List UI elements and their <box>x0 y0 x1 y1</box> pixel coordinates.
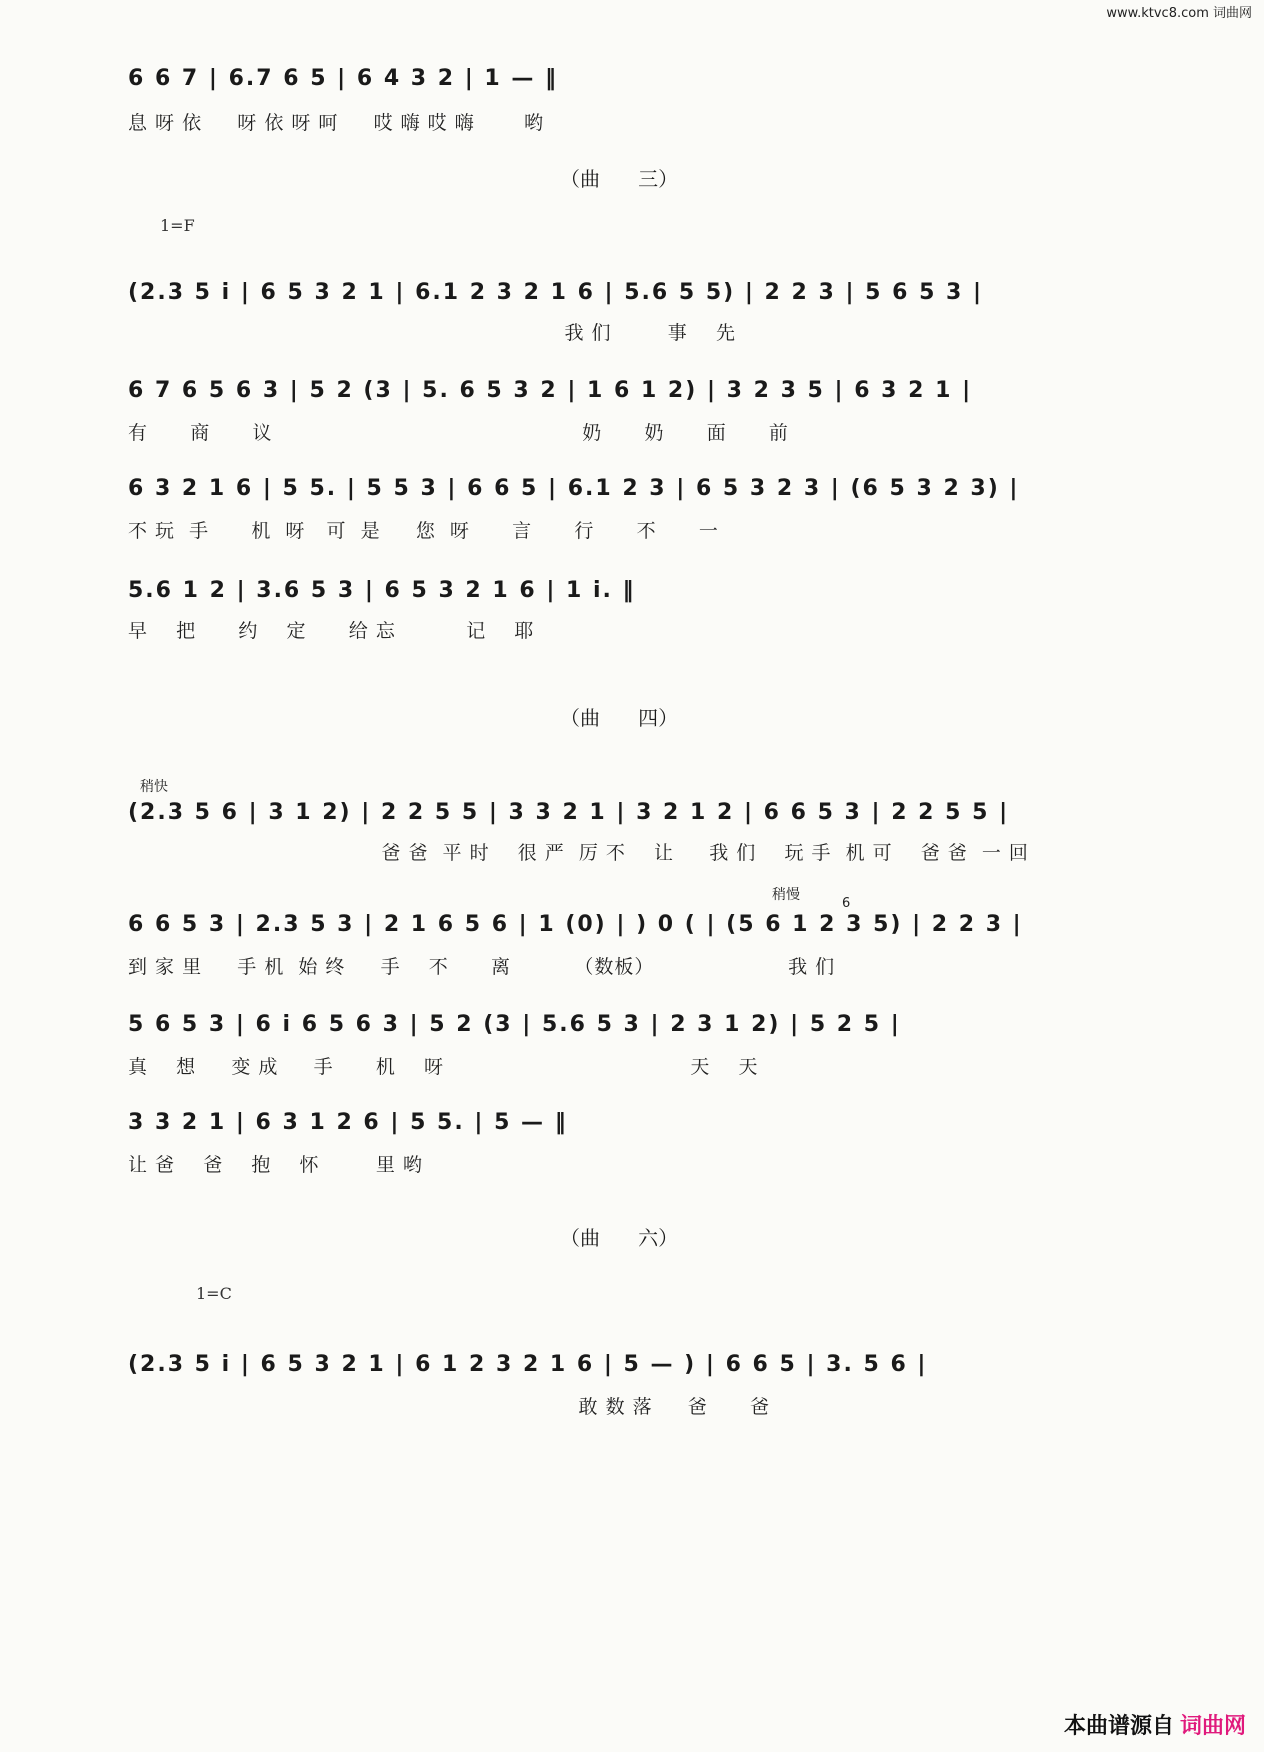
key-signature: 1=F <box>160 216 195 235</box>
notation-line: (2.3 5 6 | 3 1 2) | 2 2 5 5 | 3 3 2 1 | 3 2 1 2 | 6 6 5 3 | 2 2 5 5 | <box>128 800 1010 825</box>
section-title: （曲 三） <box>560 167 679 191</box>
lyric-line: 有 商 议 奶 奶 面 前 <box>128 422 789 444</box>
lyric-line: 不 玩 手 机 呀 可 是 您 呀 言 行 不 一 <box>128 520 719 542</box>
lyric-line: 让 爸 爸 抱 怀 里 哟 <box>128 1154 423 1176</box>
notation-line: 6 7 6 5 6 3 | 5 2 (3 | 5. 6 5 3 2 | 1 6 1 2) | 3 2 3 5 | 6 3 2 1 | <box>128 378 973 403</box>
footer-credit <box>1064 1709 1246 1740</box>
notation-line: 3 3 2 1 | 6 3 1 2 6 | 5 5. | 5 — ‖ <box>128 1110 568 1135</box>
footer-brand-link[interactable]: 词曲网 <box>1179 1714 1246 1739</box>
footer-credit-text: 本曲谱源自 <box>1063 1714 1174 1739</box>
lyric-line: 爸 爸 平 时 很 严 厉 不 让 我 们 玩 手 机 可 爸 爸 一 回 <box>128 842 1029 864</box>
lyric-line: 早 把 约 定 给 忘 记 耶 <box>128 620 535 642</box>
notation-line: 6 6 5 3 | 2.3 5 3 | 2 1 6 5 6 | 1 (0) | ) 0 ( | (5 6 1 2 3 5) | 2 2 3 | <box>128 912 1023 937</box>
lyric-line: 真 想 变 成 手 机 呀 天 天 <box>128 1056 759 1078</box>
notation-line: (2.3 5 i | 6 5 3 2 1 | 6 1 2 3 2 1 6 | 5 — ) | 6 6 5 | 3. 5 6 | <box>128 1352 928 1377</box>
notation-line: 5.6 1 2 | 3.6 5 3 | 6 5 3 2 1 6 | 1 i. ‖ <box>128 578 636 603</box>
lyric-line: 到 家 里 手 机 始 终 手 不 离 （数板） 我 们 <box>128 956 836 978</box>
tempo-marking: 稍慢 <box>772 887 800 903</box>
notation-line: 6 6 7 | 6.7 6 5 | 6 4 3 2 | 1 — ‖ <box>128 66 559 91</box>
lyric-line: 我 们 事 先 <box>128 322 736 344</box>
section-title: （曲 四） <box>560 706 679 730</box>
notation-line: (2.3 5 i | 6 5 3 2 1 | 6.1 2 3 2 1 6 | 5.6 5 5) | 2 2 3 | 5 6 5 3 | <box>128 280 984 305</box>
tuplet-number: 6 <box>842 896 851 911</box>
site-url: www.ktvc8.com 词曲网 <box>1106 6 1252 21</box>
lyric-line: 息 呀 依 呀 依 呀 呵 哎 嗨 哎 嗨 哟 <box>128 112 544 134</box>
key-signature: 1=C <box>196 1284 232 1303</box>
notation-line: 6 3 2 1 6 | 5 5. | 5 5 3 | 6 6 5 | 6.1 2 3 | 6 5 3 2 3 | (6 5 3 2 3) | <box>128 476 1020 501</box>
section-title: （曲 六） <box>560 1226 679 1250</box>
notation-line: 5 6 5 3 | 6 i 6 5 6 3 | 5 2 (3 | 5.6 5 3 | 2 3 1 2) | 5 2 5 | <box>128 1012 901 1037</box>
lyric-line: 敢 数 落 爸 爸 <box>128 1396 771 1418</box>
tempo-marking: 稍快 <box>140 779 168 795</box>
